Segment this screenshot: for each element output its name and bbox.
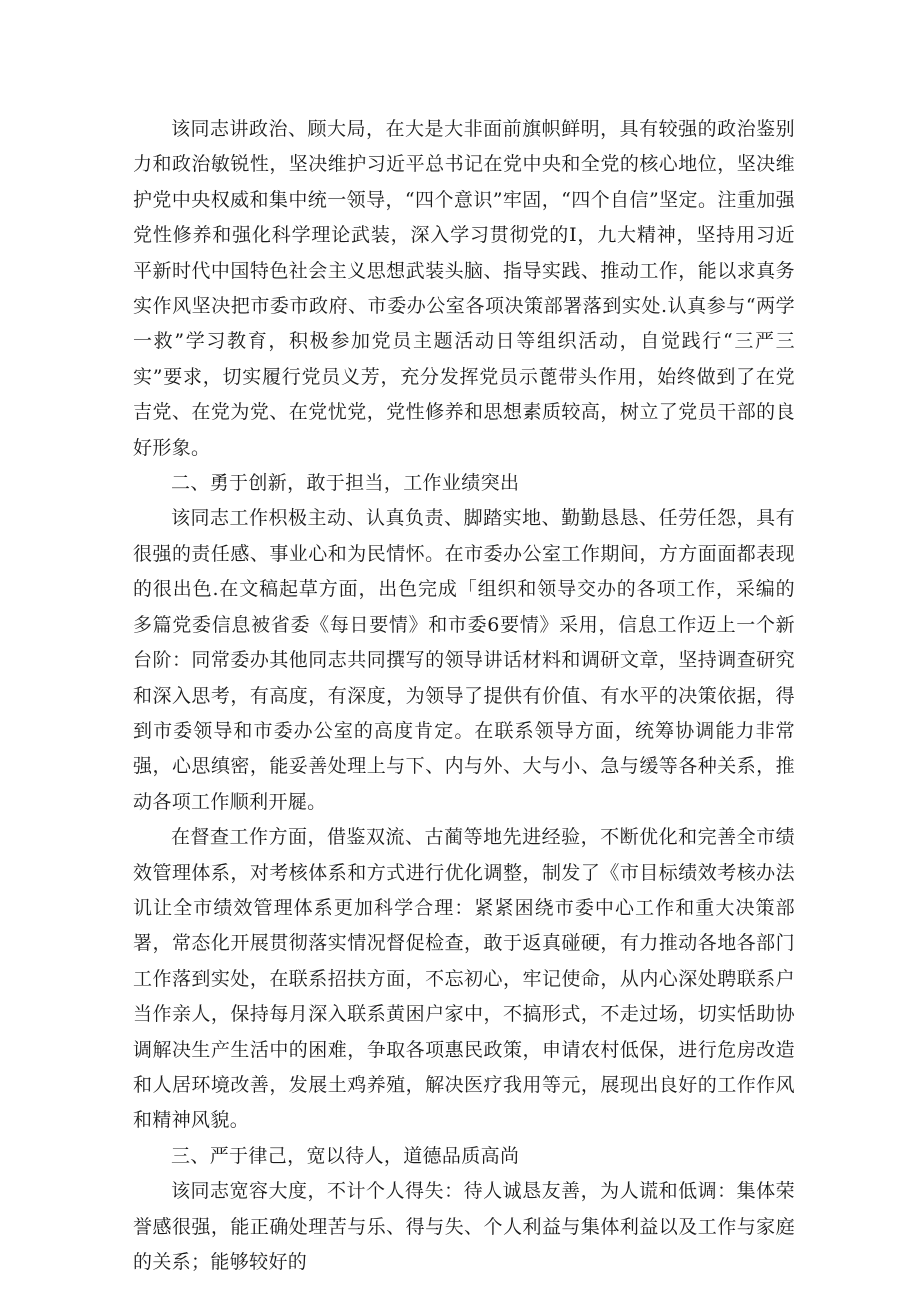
section-heading-self-discipline: 三、严于律己，宽以待人，道德品质高尚 — [171, 1144, 520, 1167]
paragraph-work-performance: 该同志工作枳极主动、认真负责、脚踏实地、勤勤恳恳、任劳任怨，具有很强的责任感、事业心和为民情怀。在市委办公室工作期间，方方面面都表现的很出色.在文稿起草方面，出色完成「组织和领导交办的各项工作，采编的多篇党委信息被省委《每日要情》和市委6要情》采用，信息工作迈上一个新台阶：同常委办其他同志共同撰写的领导讲话材料和调研文章，坚持调查研究和深入思考，有高度，有深度，为领导了提供有价值、有水平的决策依据，得到市委领导和市委办公室的高度肯定。在联系领导方面，统筹协调能力非常强，心思缜密，能妥善处理上与下、内与外、大与小、急与缓等各种关系，推动各项工作顺利开屣。 — [133, 507, 795, 813]
section-heading-innovation: 二、勇于创新，敢于担当，工作业绩突出 — [171, 472, 520, 495]
paragraph-political-stance: 该同志讲政治、顾大局，在大是大非面前旗帜鲜明，具有较强的政治鉴别力和政治敏锐性，坚决维护习近平总书记在党中央和全党的核心地位，坚决维护党中央权威和集中统一领导，“四个意识”牢固，“四个自信”坚定。注重加强党性修养和强化科学理论武装，深入学习贯彻党的I，九大精神，坚持用习近平新时代中国特色社会主义思想武装头脑、指导实践、推动工作，能以求真务实作风坚决把市委市政府、市委办公室各项决策部署落到实处.认真参与“两学一救”学习教育，积极参加党员主题活动日等组织活动，自觉践行“三严三实”要求，切实履行党员义芳，充分发挥党员示蓖带头作用，始终做到了在党吉党、在党为党、在党忧党，党性修养和思想素质较高，树立了党员干部的良好形象。 — [133, 118, 795, 459]
paragraph-supervision-work: 在督查工作方面，借鉴双流、古蔺等地先进经验，不断优化和完善全市绩效管理体系，对考核体系和方式进行优化调整，制发了《市目标绩效考核办法讥让全市绩效管理体系更加科学合理：紧紧困绕市委中心工作和重大决策部署，常态化开展贯彻落实情况督促检查，敢于返真碰硬，有力推动各地各部门工作落到实处，在联系招扶方面，不忘初心，牢记使命，从内心深处聘联系户当作亲人，保持每月深入联系黄困户家中，不搞形式，不走过场，切实恬助协调解决生产生活中的困难，争取各项惠民政策，申请农村低保，进行危房改造和人居环境改善，发展土鸡养殖，解决医疗我用等元，展现出良好的工作作风和精神风貌。 — [133, 826, 795, 1132]
paragraph-moral-character: 该同志宽容大度，不计个人得失：待人诚恳友善，为人谎和低调：集体荣誉感很强，能正确处理苦与乐、得与失、个人利益与集体利益以及工作与家庭的关系；能够较好的 — [133, 1180, 795, 1273]
document-body — [133, 112, 795, 1280]
